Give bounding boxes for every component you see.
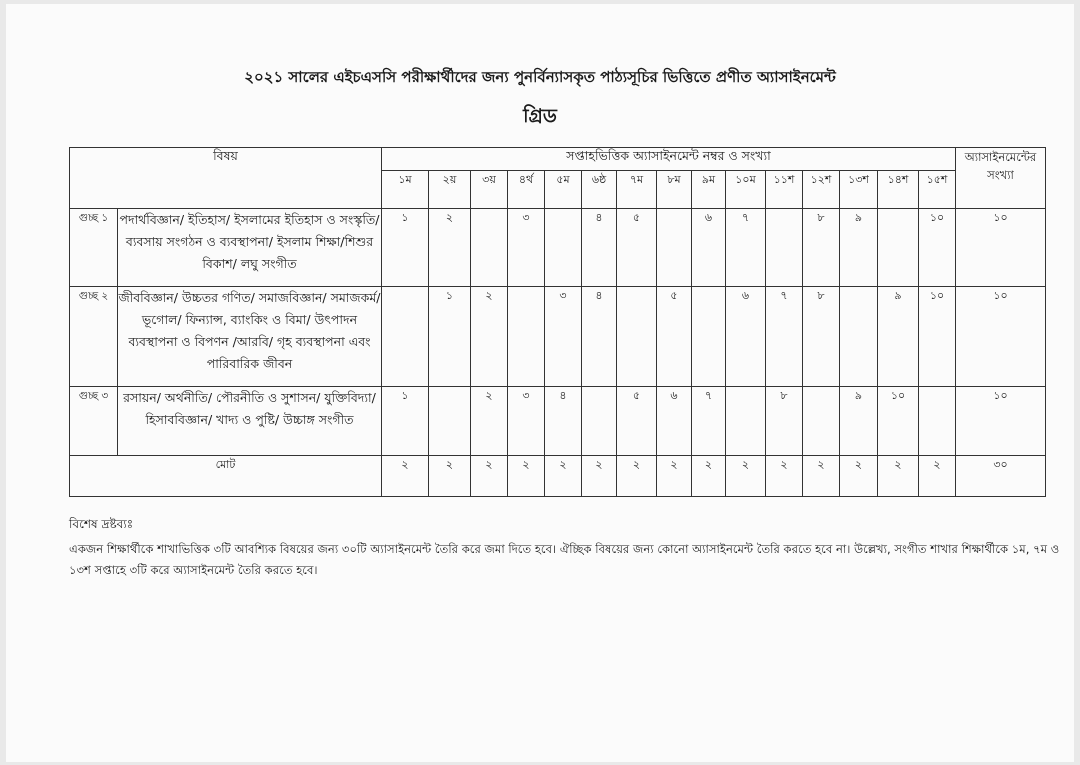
document-subtitle: গ্রিড bbox=[523, 105, 557, 127]
total-cell: ২ bbox=[803, 456, 840, 497]
table-cell bbox=[692, 287, 726, 387]
table-cell: ১০ bbox=[878, 387, 919, 456]
total-cell: ২ bbox=[766, 456, 803, 497]
table-cell: ৫ bbox=[617, 387, 657, 456]
table-cell: ১ bbox=[382, 209, 429, 287]
weekly-assignment-header: সপ্তাহভিত্তিক অ্যাসাইনমেন্ট নম্বর ও সংখ্যা bbox=[382, 148, 956, 171]
assignment-grid-table bbox=[69, 147, 1046, 497]
week-header-cell: ৮ম bbox=[657, 171, 692, 209]
table-cell bbox=[766, 209, 803, 287]
group-subjects: রসায়ন/ অর্থনীতি/ পৌরনীতি ও সুশাসন/ যুক্তিবিদ্যা/ হিসাববিজ্ঞান/ খাদ্য ও পুষ্টি/ উচ্চাঙ্গ সংগীত bbox=[118, 387, 382, 456]
table-cell bbox=[840, 287, 878, 387]
week-header-cell: ১৪শ bbox=[878, 171, 919, 209]
total-cell: ২ bbox=[657, 456, 692, 497]
week-header-cell: ১ম bbox=[382, 171, 429, 209]
table-cell: ৪ bbox=[545, 387, 582, 456]
assignment-count-header: অ্যাসাইনমেন্টের সংখ্যা bbox=[956, 148, 1046, 209]
table-cell bbox=[582, 387, 617, 456]
week-header-cell: ৬ষ্ঠ bbox=[582, 171, 617, 209]
table-cell: ৬ bbox=[692, 209, 726, 287]
table-cell: ৮ bbox=[766, 387, 803, 456]
table-cell: ৩ bbox=[508, 387, 545, 456]
week-header-cell: ১০ম bbox=[726, 171, 766, 209]
total-cell: ২ bbox=[382, 456, 429, 497]
table-row-total bbox=[70, 456, 1046, 497]
week-header-cell: ৯ম bbox=[692, 171, 726, 209]
total-label: মোট bbox=[70, 456, 382, 497]
table-cell: ২ bbox=[429, 209, 471, 287]
table-cell bbox=[471, 209, 508, 287]
table-cell: ৪ bbox=[582, 287, 617, 387]
document-title: ২০২১ সালের এইচএসসি পরীক্ষার্থীদের জন্য পুনর্বিন্যাসকৃত পাঠ্যসূচির ভিত্তিতে প্রণীত অ্যাসাইনমেন্ট bbox=[244, 68, 836, 86]
total-cell: ২ bbox=[471, 456, 508, 497]
table-cell: ৭ bbox=[726, 209, 766, 287]
group-label: গুচ্ছ ২ bbox=[70, 287, 118, 387]
group-label: গুচ্ছ ১ bbox=[70, 209, 118, 287]
week-header-cell: ১১শ bbox=[766, 171, 803, 209]
table-cell: ১০ bbox=[919, 287, 956, 387]
table-cell bbox=[919, 387, 956, 456]
week-header-cell: ১২শ bbox=[803, 171, 840, 209]
total-cell: ২ bbox=[582, 456, 617, 497]
table-cell: ৯ bbox=[840, 387, 878, 456]
week-header-cell: ৪র্থ bbox=[508, 171, 545, 209]
notes-text: একজন শিক্ষার্থীকে শাখাভিত্তিক ৩টি আবশ্যিক বিষয়ের জন্য ৩০টি অ্যাসাইনমেন্ট তৈরি করে জমা দিতে হবে। ঐচ্ছিক বিষয়ের জন্য কোনো অ্যাসাইনমেন্ট তৈরি করতে হবে না। উল্লেখ্য, সংগীত শাখার শিক্ষার্থীকে ১ম, ৭ম ও ১৩শ সপ্তাহে ৩টি করে অ্যাসাইনমেন্ট তৈরি করতে হবে। bbox=[69, 542, 1060, 577]
group-count: ১০ bbox=[956, 209, 1046, 287]
table-cell bbox=[726, 387, 766, 456]
group-subjects: পদার্থবিজ্ঞান/ ইতিহাস/ ইসলামের ইতিহাস ও সংস্কৃতি/ ব্যবসায় সংগঠন ও ব্যবস্থাপনা/ ইসলাম শিক্ষা/শিশুর বিকাশ/ লঘু সংগীত bbox=[118, 209, 382, 287]
table-cell bbox=[878, 209, 919, 287]
table-cell: ১০ bbox=[919, 209, 956, 287]
week-header-cell: ৫ম bbox=[545, 171, 582, 209]
notes-label: বিশেষ দ্রষ্টব্যঃ bbox=[69, 517, 134, 531]
table-cell: ৫ bbox=[617, 209, 657, 287]
table-cell bbox=[382, 287, 429, 387]
table-cell: ২ bbox=[471, 387, 508, 456]
table-cell: ৭ bbox=[692, 387, 726, 456]
document-sheet bbox=[6, 4, 1074, 762]
table-row-group-3 bbox=[70, 387, 1046, 456]
week-header-cell: ২য় bbox=[429, 171, 471, 209]
table-cell: ৩ bbox=[508, 209, 545, 287]
total-cell: ২ bbox=[878, 456, 919, 497]
total-cell: ২ bbox=[919, 456, 956, 497]
table-cell: ৪ bbox=[582, 209, 617, 287]
table-cell: ২ bbox=[471, 287, 508, 387]
week-header-cell: ৩য় bbox=[471, 171, 508, 209]
total-cell: ২ bbox=[545, 456, 582, 497]
total-cell: ২ bbox=[692, 456, 726, 497]
week-header-cell: ৭ম bbox=[617, 171, 657, 209]
table-cell: ৯ bbox=[840, 209, 878, 287]
table-cell: ৩ bbox=[545, 287, 582, 387]
table-row-group-1 bbox=[70, 209, 1046, 287]
total-cell: ২ bbox=[617, 456, 657, 497]
total-cell: ২ bbox=[840, 456, 878, 497]
group-label: গুচ্ছ ৩ bbox=[70, 387, 118, 456]
table-cell: ৬ bbox=[726, 287, 766, 387]
total-cell: ২ bbox=[726, 456, 766, 497]
table-cell: ১ bbox=[429, 287, 471, 387]
table-cell bbox=[657, 209, 692, 287]
table-cell: ৮ bbox=[803, 287, 840, 387]
table-cell bbox=[617, 287, 657, 387]
subject-column-header: বিষয় bbox=[70, 148, 382, 209]
table-cell bbox=[803, 387, 840, 456]
total-count: ৩০ bbox=[956, 456, 1046, 497]
table-row-group-2 bbox=[70, 287, 1046, 387]
table-cell: ৫ bbox=[657, 287, 692, 387]
table-cell: ৯ bbox=[878, 287, 919, 387]
total-cell: ২ bbox=[429, 456, 471, 497]
table-cell bbox=[508, 287, 545, 387]
table-cell bbox=[545, 209, 582, 287]
table-cell: ৬ bbox=[657, 387, 692, 456]
week-header-cell: ১৫শ bbox=[919, 171, 956, 209]
total-cell: ২ bbox=[508, 456, 545, 497]
group-subjects: জীববিজ্ঞান/ উচ্চতর গণিত/ সমাজবিজ্ঞান/ সমাজকর্ম/ ভূগোল/ ফিন্যান্স, ব্যাংকিং ও বিমা/ উৎপাদন ব্যবস্থাপনা ও বিপণন /আরবি/ গৃহ ব্যবস্থাপনা এবং পারিবারিক জীবন bbox=[118, 287, 382, 387]
group-count: ১০ bbox=[956, 287, 1046, 387]
table-cell bbox=[429, 387, 471, 456]
week-header-cell: ১৩শ bbox=[840, 171, 878, 209]
table-cell: ৭ bbox=[766, 287, 803, 387]
table-cell: ৮ bbox=[803, 209, 840, 287]
table-cell: ১ bbox=[382, 387, 429, 456]
group-count: ১০ bbox=[956, 387, 1046, 456]
